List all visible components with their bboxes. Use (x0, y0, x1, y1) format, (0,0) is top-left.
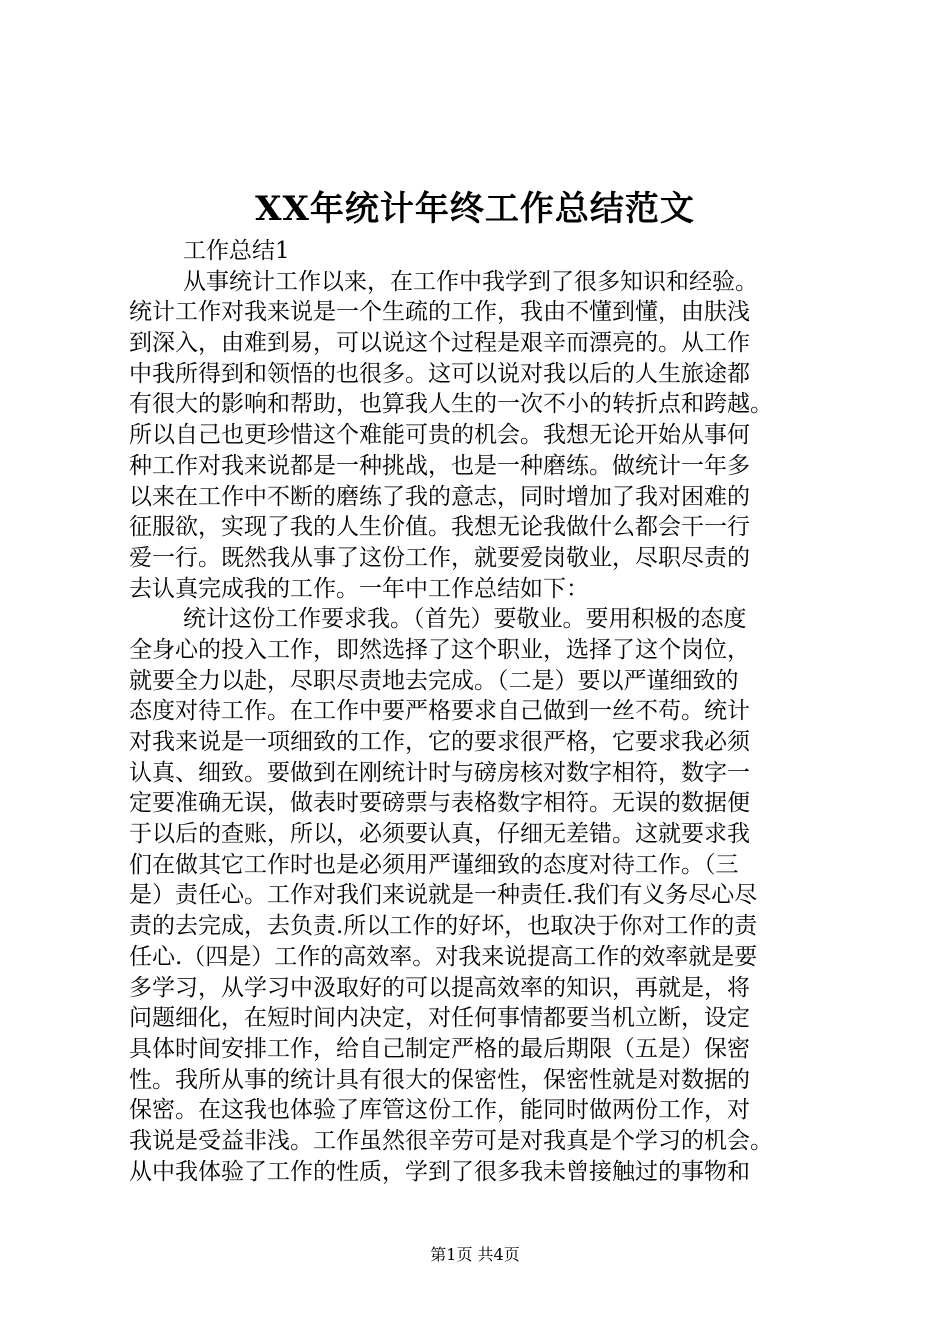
section-heading: 工作总结1 (183, 238, 290, 264)
paragraph-line: 征服欲，实现了我的人生价值。我想无论我做什么都会干一行 (129, 514, 750, 541)
paragraph-line: 责的去完成，去负责.所以工作的好坏，也取决于你对工作的责 (129, 913, 758, 940)
paragraph-line: 从事统计工作以来，在工作中我学到了很多知识和经验。 (183, 268, 758, 295)
paragraph-line: 去认真完成我的工作。一年中工作总结如下： (129, 575, 589, 602)
paragraph-line: 所以自己也更珍惜这个难能可贵的机会。我想无论开始从事何 (129, 422, 750, 449)
paragraph-line: 问题细化，在短时间内决定，对任何事情都要当机立断，设定 (129, 1005, 750, 1032)
paragraph-line: 态度对待工作。在工作中要严格要求自己做到一丝不苟。统计 (129, 698, 750, 725)
paragraph-line: 到深入，由难到易，可以说这个过程是艰辛而漂亮的。从工作 (129, 330, 750, 357)
paragraph-line: 就要全力以赴，尽职尽责地去完成。（二是）要以严谨细致的 (129, 667, 739, 694)
page-footer: 第1页 共4页 (430, 1245, 520, 1264)
paragraph-line: 性。我所从事的统计具有很大的保密性，保密性就是对数据的 (129, 1066, 750, 1093)
paragraph-line: 定要准确无误，做表时要磅票与表格数字相符。无误的数据便 (129, 790, 750, 817)
paragraph-line: 具体时间安排工作，给自己制定严格的最后期限（五是）保密 (129, 1035, 750, 1062)
paragraph-line: 统计这份工作要求我。（首先）要敬业。要用积极的态度 (183, 606, 747, 633)
paragraph-line: 是）责任心。工作对我们来说就是一种责任.我们有义务尽心尽 (129, 882, 758, 909)
paragraph-line: 中我所得到和领悟的也很多。这可以说对我以后的人生旅途都 (129, 360, 750, 387)
paragraph-line: 从中我体验了工作的性质，学到了很多我未曾接触过的事物和 (129, 1158, 750, 1185)
paragraph-line: 保密。在这我也体验了库管这份工作，能同时做两份工作，对 (129, 1097, 750, 1124)
paragraph-line: 对我来说是一项细致的工作，它的要求很严格，它要求我必须 (129, 729, 750, 755)
paragraph-line: 我说是受益非浅。工作虽然很辛劳可是对我真是个学习的机会。 (129, 1127, 773, 1154)
paragraph-line: 于以后的查账，所以，必须要认真，仔细无差错。这就要求我 (129, 821, 750, 848)
document-body (129, 236, 849, 1187)
paragraph-line: 统计工作对我来说是一个生疏的工作，我由不懂到懂，由肤浅 (129, 299, 750, 326)
paragraph-line: 种工作对我来说都是一种挑战，也是一种磨练。做统计一年多 (129, 452, 750, 479)
paragraph-line: 多学习，从学习中汲取好的可以提高效率的知识，再就是，将 (129, 974, 750, 1001)
paragraph-line: 全身心的投入工作，即然选择了这个职业，选择了这个岗位， (129, 636, 750, 663)
paragraph-line: 以来在工作中不断的磨练了我的意志，同时增加了我对困难的 (129, 483, 750, 510)
paragraph-line: 们在做其它工作时也是必须用严谨细致的态度对待工作。（三 (129, 851, 739, 878)
paragraph-line: 爱一行。既然我从事了这份工作，就要爱岗敬业，尽职尽责的 (129, 544, 750, 571)
paragraph-line: 任心.（四是）工作的高效率。对我来说提高工作的效率就是要 (129, 943, 758, 970)
paragraph-line: 有很大的影响和帮助，也算我人生的一次不小的转折点和跨越。 (129, 391, 773, 418)
paragraph-line: 认真、细致。要做到在刚统计时与磅房核对数字相符，数字一 (129, 759, 750, 786)
document-title: XX年统计年终工作总结范文 (255, 189, 695, 229)
